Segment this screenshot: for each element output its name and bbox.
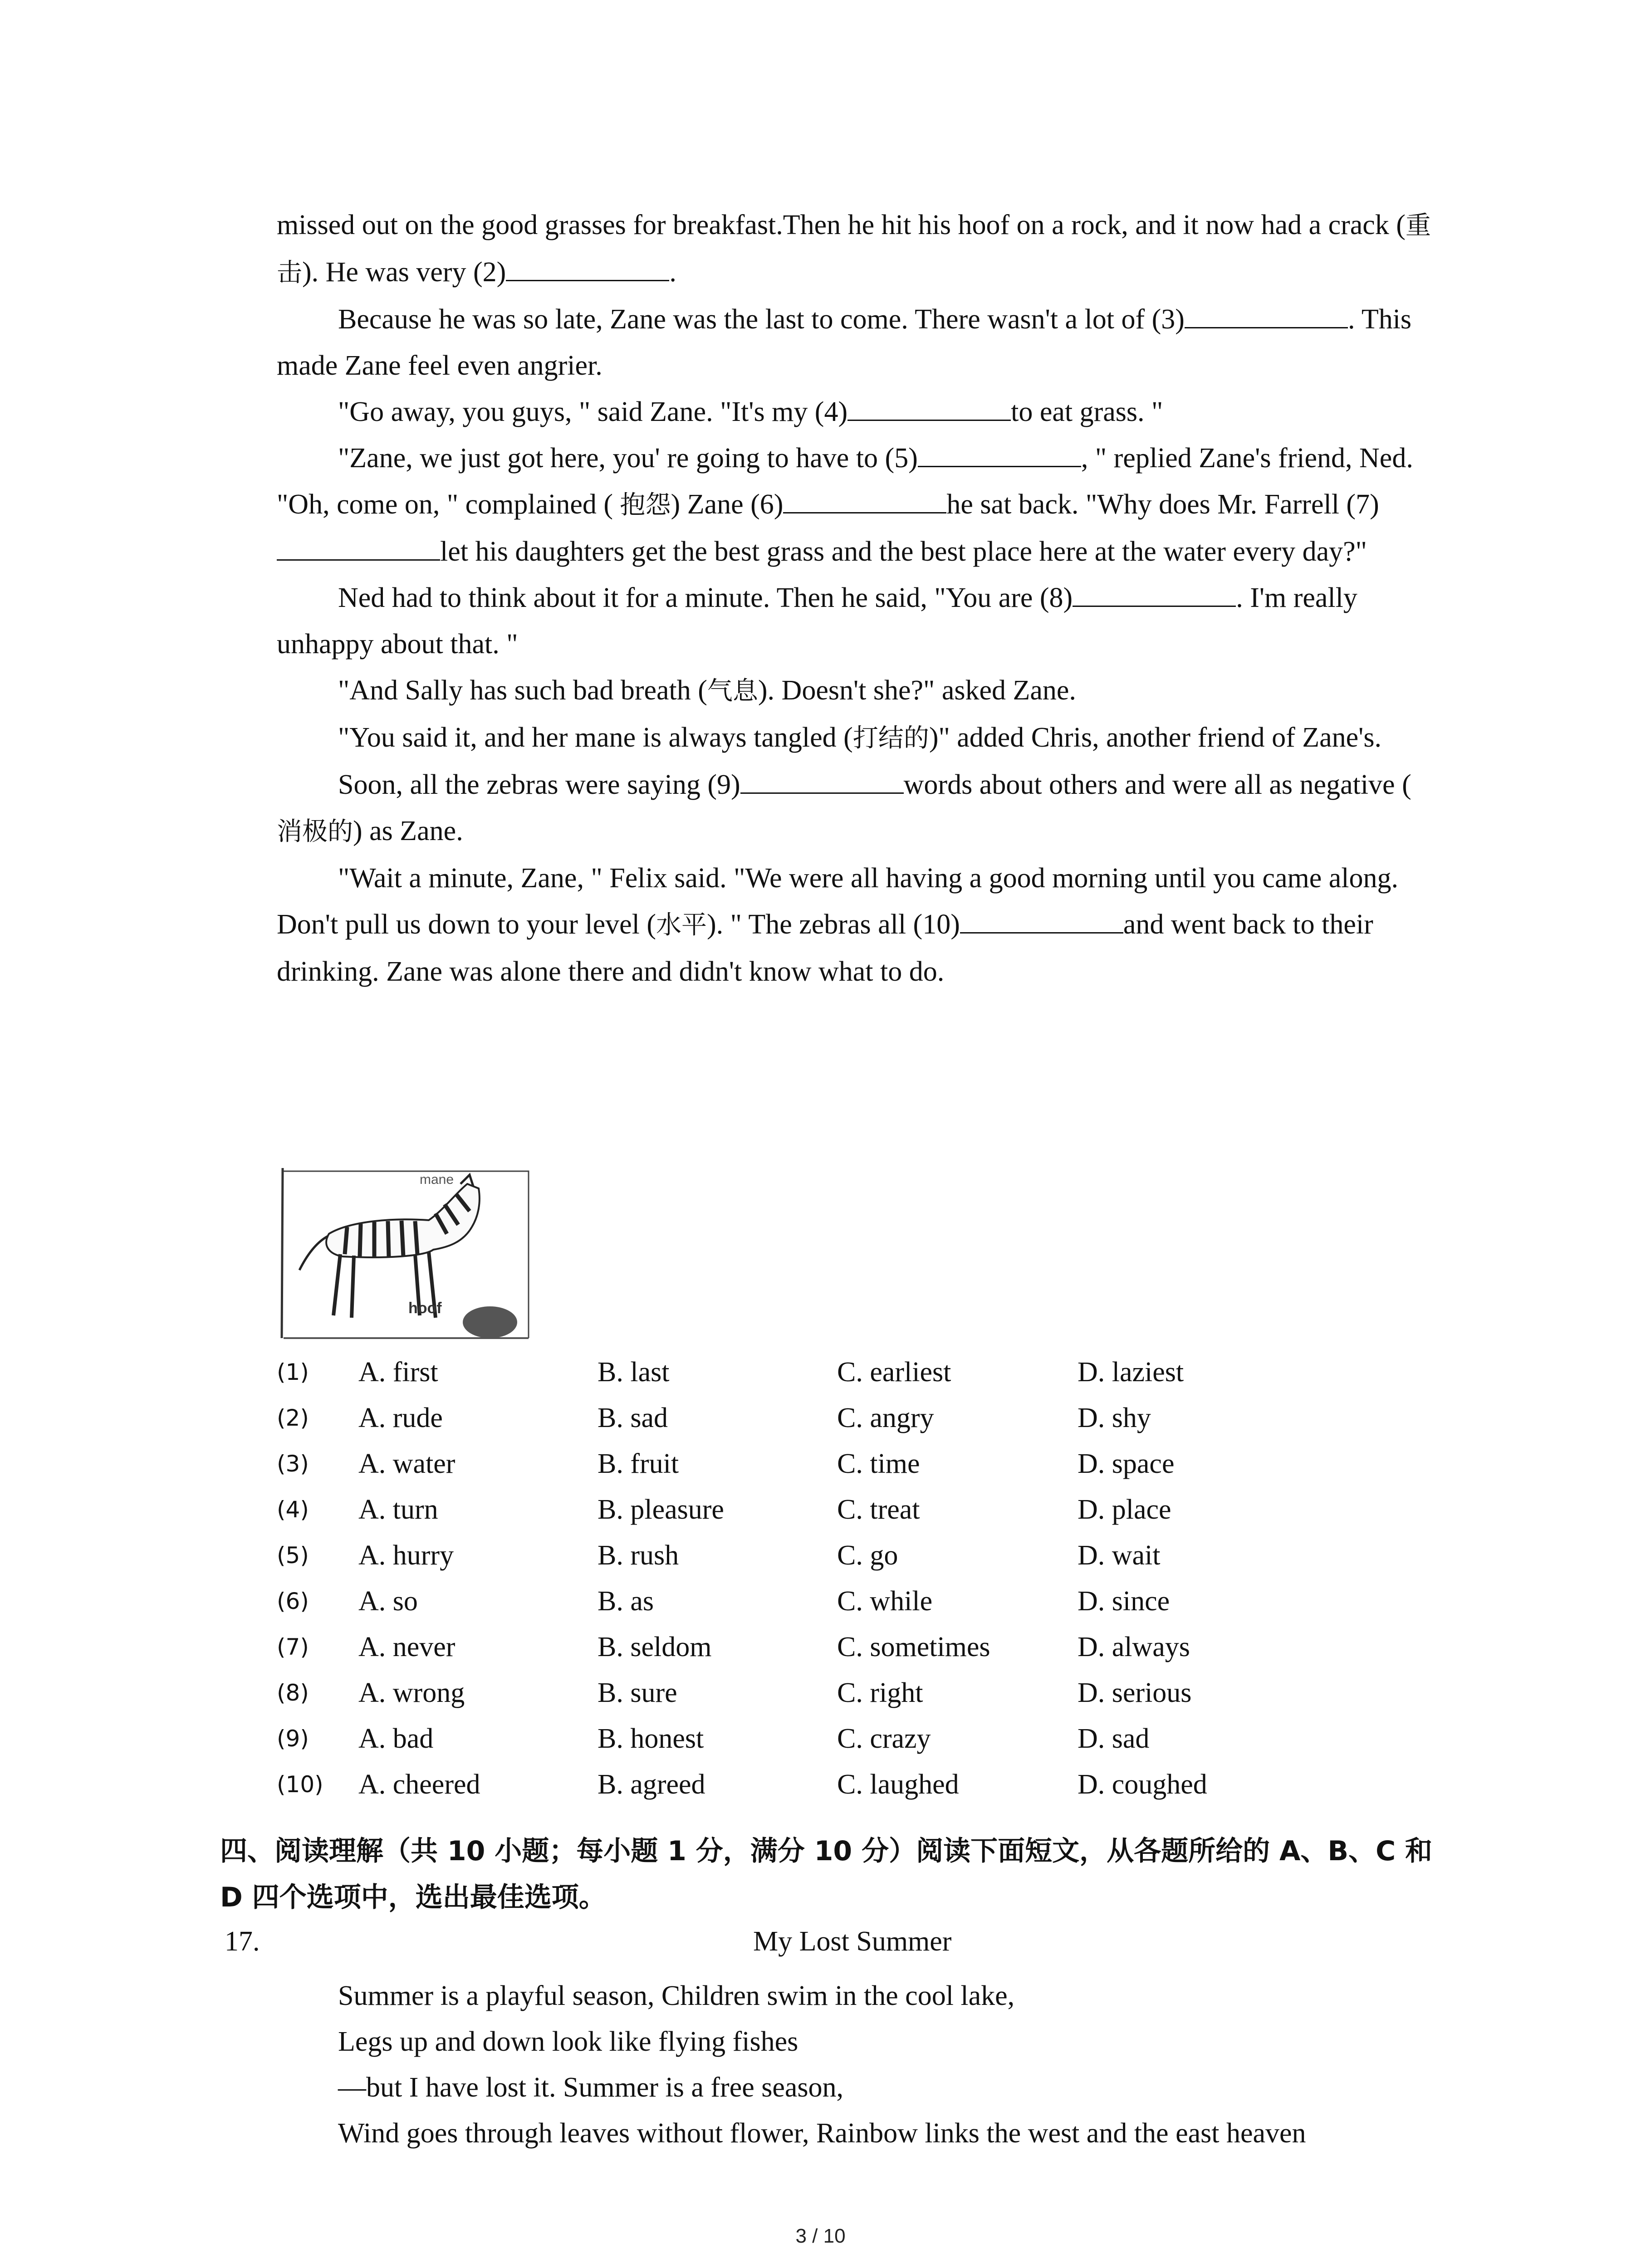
option-c: C. laughed — [837, 1769, 959, 1800]
option-d: D. always — [1078, 1632, 1190, 1662]
option-d: D. coughed — [1078, 1769, 1207, 1800]
option-number: (4) — [277, 1496, 309, 1523]
poem-line: Summer is a playful season, Children swim in the cool lake, — [338, 1980, 1015, 2011]
option-row — [277, 1579, 1366, 1624]
option-number: (7) — [277, 1634, 309, 1660]
paragraph-4: "Zane, we just got here, you' re going to have to (5) , " replied Zane's friend, Ned. "Oh, come on, " complained ( 抱怨) Zane (6) he sat back. "Why does Mr. Farrell (7)let his daughters get the best grass and the best place here at the water every day?" — [277, 435, 1438, 575]
option-b: B. as — [598, 1586, 654, 1617]
paragraph-8: Soon, all the zebras were saying (9) words about others and were all as negative ( 消极的) as Zane. — [277, 762, 1438, 855]
option-b: B. rush — [598, 1540, 679, 1571]
option-number: (2) — [277, 1405, 309, 1431]
option-c: C. treat — [837, 1494, 920, 1525]
option-b: B. fruit — [598, 1448, 679, 1479]
blank-2 — [506, 254, 669, 281]
option-row — [277, 1670, 1366, 1716]
paragraph-7: "You said it, and her mane is always tangled (打结的)" added Chris, another friend of Zane's. — [338, 722, 1381, 753]
mane-label: mane — [420, 1172, 454, 1187]
poem-body — [338, 1973, 1427, 2156]
page-number: 3 / 10 — [795, 2225, 846, 2247]
zebra-illustration — [279, 1166, 533, 1345]
option-d: D. sad — [1078, 1723, 1150, 1754]
option-c: C. right — [837, 1677, 923, 1708]
option-d: D. wait — [1078, 1540, 1161, 1571]
option-a: A. wrong — [358, 1677, 465, 1708]
cloze-passage — [277, 202, 1438, 995]
option-a: A. rude — [358, 1403, 443, 1433]
blank-5 — [918, 440, 1081, 467]
option-d: D. shy — [1078, 1403, 1151, 1433]
option-a: A. so — [358, 1586, 418, 1617]
option-number: (10) — [277, 1771, 323, 1798]
option-c: C. while — [837, 1586, 933, 1617]
option-c: C. earliest — [837, 1357, 951, 1388]
option-b: B. sure — [598, 1677, 677, 1708]
option-row — [277, 1624, 1366, 1670]
poem-line: Legs up and down look like flying fishes — [338, 2026, 798, 2057]
option-number: (8) — [277, 1680, 309, 1706]
option-number: (5) — [277, 1542, 309, 1569]
blank-3 — [1185, 301, 1348, 328]
poem-line: —but I have lost it. Summer is a free season, — [338, 2072, 844, 2103]
option-number: (1) — [277, 1359, 309, 1385]
option-row — [277, 1487, 1366, 1533]
paragraph-2: Because he was so late, Zane was the last to come. There wasn't a lot of (3) . This made Zane feel even angrier. — [277, 296, 1438, 389]
option-c: C. crazy — [837, 1723, 931, 1754]
option-number: (6) — [277, 1588, 309, 1614]
paragraph-9: "Wait a minute, Zane, " Felix said. "We were all having a good morning until you came along. Don't pull us down to your level (水平). " The zebras all (10) and went back to their drinking. Zane was alone there and didn't know what to do. — [277, 863, 1398, 987]
paragraph-3: "Go away, you guys, " said Zane. "It's my (4) to eat grass. " — [277, 389, 1438, 435]
option-b: B. agreed — [598, 1769, 705, 1800]
option-d: D. place — [1078, 1494, 1171, 1525]
option-a: A. turn — [358, 1494, 438, 1525]
option-b: B. last — [598, 1357, 670, 1388]
zebra-icon — [299, 1175, 480, 1318]
option-a: A. hurry — [358, 1540, 454, 1571]
option-number: (9) — [277, 1725, 309, 1752]
option-d: D. serious — [1078, 1677, 1192, 1708]
option-d: D. space — [1078, 1448, 1175, 1479]
blank-8 — [1073, 579, 1236, 607]
option-a: A. never — [358, 1632, 456, 1662]
option-row — [277, 1349, 1366, 1395]
poem-title: My Lost Summer — [753, 1926, 952, 1957]
option-c: C. angry — [837, 1403, 934, 1433]
option-b: B. honest — [598, 1723, 704, 1754]
option-d: D. laziest — [1078, 1357, 1184, 1388]
option-c: C. go — [837, 1540, 898, 1571]
option-a: A. first — [358, 1357, 438, 1388]
rock-icon — [463, 1306, 517, 1338]
option-number: (3) — [277, 1451, 309, 1477]
paragraph-6: "And Sally has such bad breath (气息). Doesn't she?" asked Zane. — [338, 675, 1076, 706]
section-heading: 四、阅读理解（共 10 小题；每小题 1 分，满分 10 分）阅读下面短文，从各题所给的 A、B、C 和 D 四个选项中，选出最佳选项。 — [220, 1835, 1433, 1913]
poem-line: Wind goes through leaves without flower, Rainbow links the west and the east heaven — [338, 2118, 1306, 2149]
option-a: A. cheered — [358, 1769, 480, 1800]
paragraph-5: Ned had to think about it for a minute. Then he said, "You are (8) . I'm really unhappy about that. " — [277, 575, 1438, 667]
option-d: D. since — [1078, 1586, 1170, 1617]
blank-10 — [960, 906, 1123, 934]
blank-9 — [740, 766, 904, 794]
option-c: C. sometimes — [837, 1632, 990, 1662]
option-b: B. pleasure — [598, 1494, 724, 1525]
option-a: A. bad — [358, 1723, 434, 1754]
hoof-label: hoof — [408, 1300, 442, 1317]
question-number: 17. — [225, 1926, 260, 1957]
option-row — [277, 1716, 1366, 1762]
option-b: B. seldom — [598, 1632, 712, 1662]
paragraph-1: missed out on the good grasses for breakfast.Then he hit his hoof on a rock, and it now had a crack (重击). He was very (2) . — [277, 210, 1431, 288]
blank-6 — [783, 486, 946, 513]
option-row — [277, 1762, 1366, 1808]
option-row — [277, 1395, 1366, 1441]
option-a: A. water — [358, 1448, 456, 1479]
options-list — [277, 1349, 1366, 1808]
blank-7 — [277, 533, 440, 561]
option-b: B. sad — [598, 1403, 668, 1433]
blank-4 — [847, 393, 1011, 421]
option-row — [277, 1533, 1366, 1579]
option-row — [277, 1441, 1366, 1487]
option-c: C. time — [837, 1448, 920, 1479]
